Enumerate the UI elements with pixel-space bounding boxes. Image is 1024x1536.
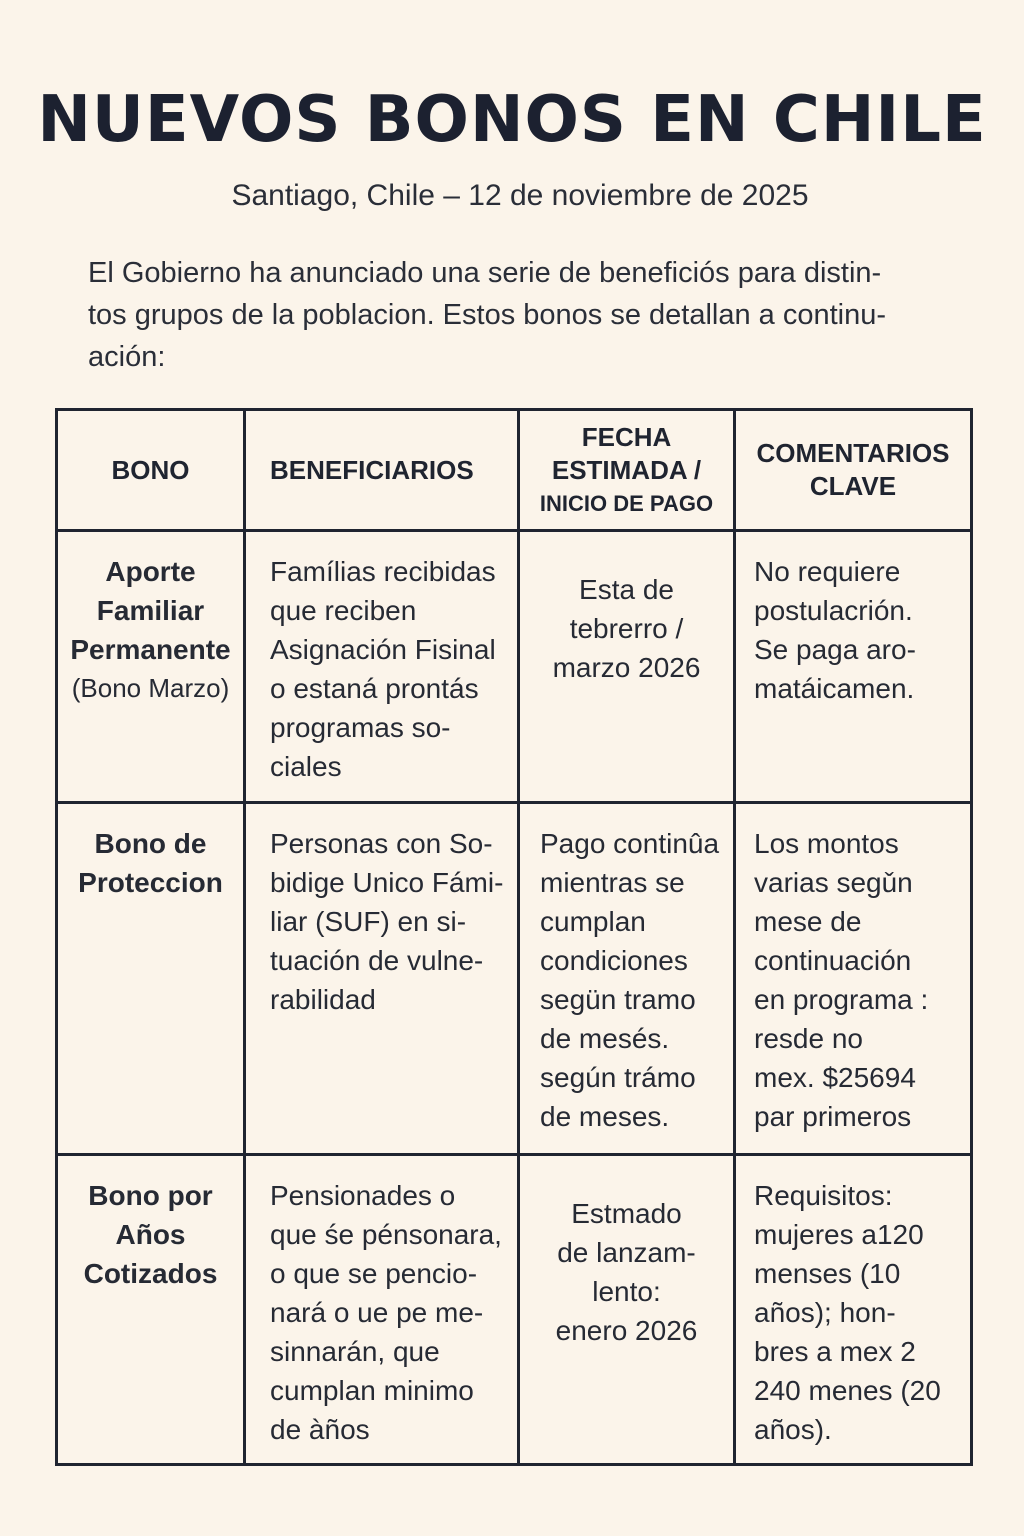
intro-line: El Gobierno ha anunciado una serie de beneficiós para distin- (88, 257, 882, 289)
cell-bono (57, 803, 245, 1155)
header-comentarios: COMENTARIOS CLAVE (735, 410, 972, 531)
intro-line: ación: (88, 341, 166, 373)
cell-beneficiarios: Famílias recibidas que reciben Asignación Fisinal o estaná prontás programas so- ciales (245, 531, 519, 803)
bonos-table (55, 408, 973, 1466)
bono-name-line: Bono por (88, 1180, 213, 1212)
intro-line: tos grupos de la poblacion. Estos bonos se detallan a continu- (88, 299, 887, 331)
header-fecha: FECHA ESTIMADA / INICIO DE PAGO (519, 410, 735, 531)
cell-fecha: Estmado de lanzam- lento: enero 2026 (519, 1155, 735, 1465)
bono-name-line: Familiar (96, 595, 205, 627)
header-beneficiarios: BENEFICIARIOS (245, 410, 519, 531)
cell-comentarios: Los montos varias segǔn mese de continuación en programa : resde no mex. $25694 par primeros (735, 803, 972, 1155)
bono-name-line: Proteccion (78, 867, 223, 899)
cell-fecha: Pago continûa mientras se cumplan condiciones segün tramo de mesés. según trámo de meses. (519, 803, 735, 1155)
bono-name-line: Cotizados (83, 1258, 218, 1290)
cell-fecha: Esta de tebrerro / marzo 2026 (519, 531, 735, 803)
cell-bono (57, 1155, 245, 1465)
cell-beneficiarios: Pensionades o que śe pénsonara, o que se pencio- nará o ue pe me- sinnarán, que cumplan minimo de àños (245, 1155, 519, 1465)
table-header-row (57, 410, 972, 531)
bono-name-line: Bono de (94, 828, 207, 860)
cell-comentarios: No requiere postulacrión. Se paga aro- matáicamen. (735, 531, 972, 803)
bono-subtitle: (Bono Marzo) (71, 673, 230, 704)
table-row (57, 531, 972, 803)
table-row (57, 803, 972, 1155)
table-row (57, 1155, 972, 1465)
bono-name-line: Años (115, 1219, 186, 1251)
page-title: NUEVOS BONOS EN CHILE (37, 83, 987, 157)
dateline: Santiago, Chile – 12 de noviembre de 2025 (231, 179, 809, 212)
cell-comentarios: Requisitos: mujeres a120 menses (10 años); hon- bres a mex 2 240 menes (20 años). (735, 1155, 972, 1465)
bono-name-line: Aporte (105, 556, 196, 588)
header-bono: BONO (57, 410, 245, 531)
intro-paragraph (88, 252, 948, 378)
cell-bono (57, 531, 245, 803)
bono-name-line: Permanente (70, 634, 231, 666)
cell-beneficiarios: Personas con So- bidige Unico Fámi- liar (SUF) en si- tuación de vulne- rabilidad (245, 803, 519, 1155)
